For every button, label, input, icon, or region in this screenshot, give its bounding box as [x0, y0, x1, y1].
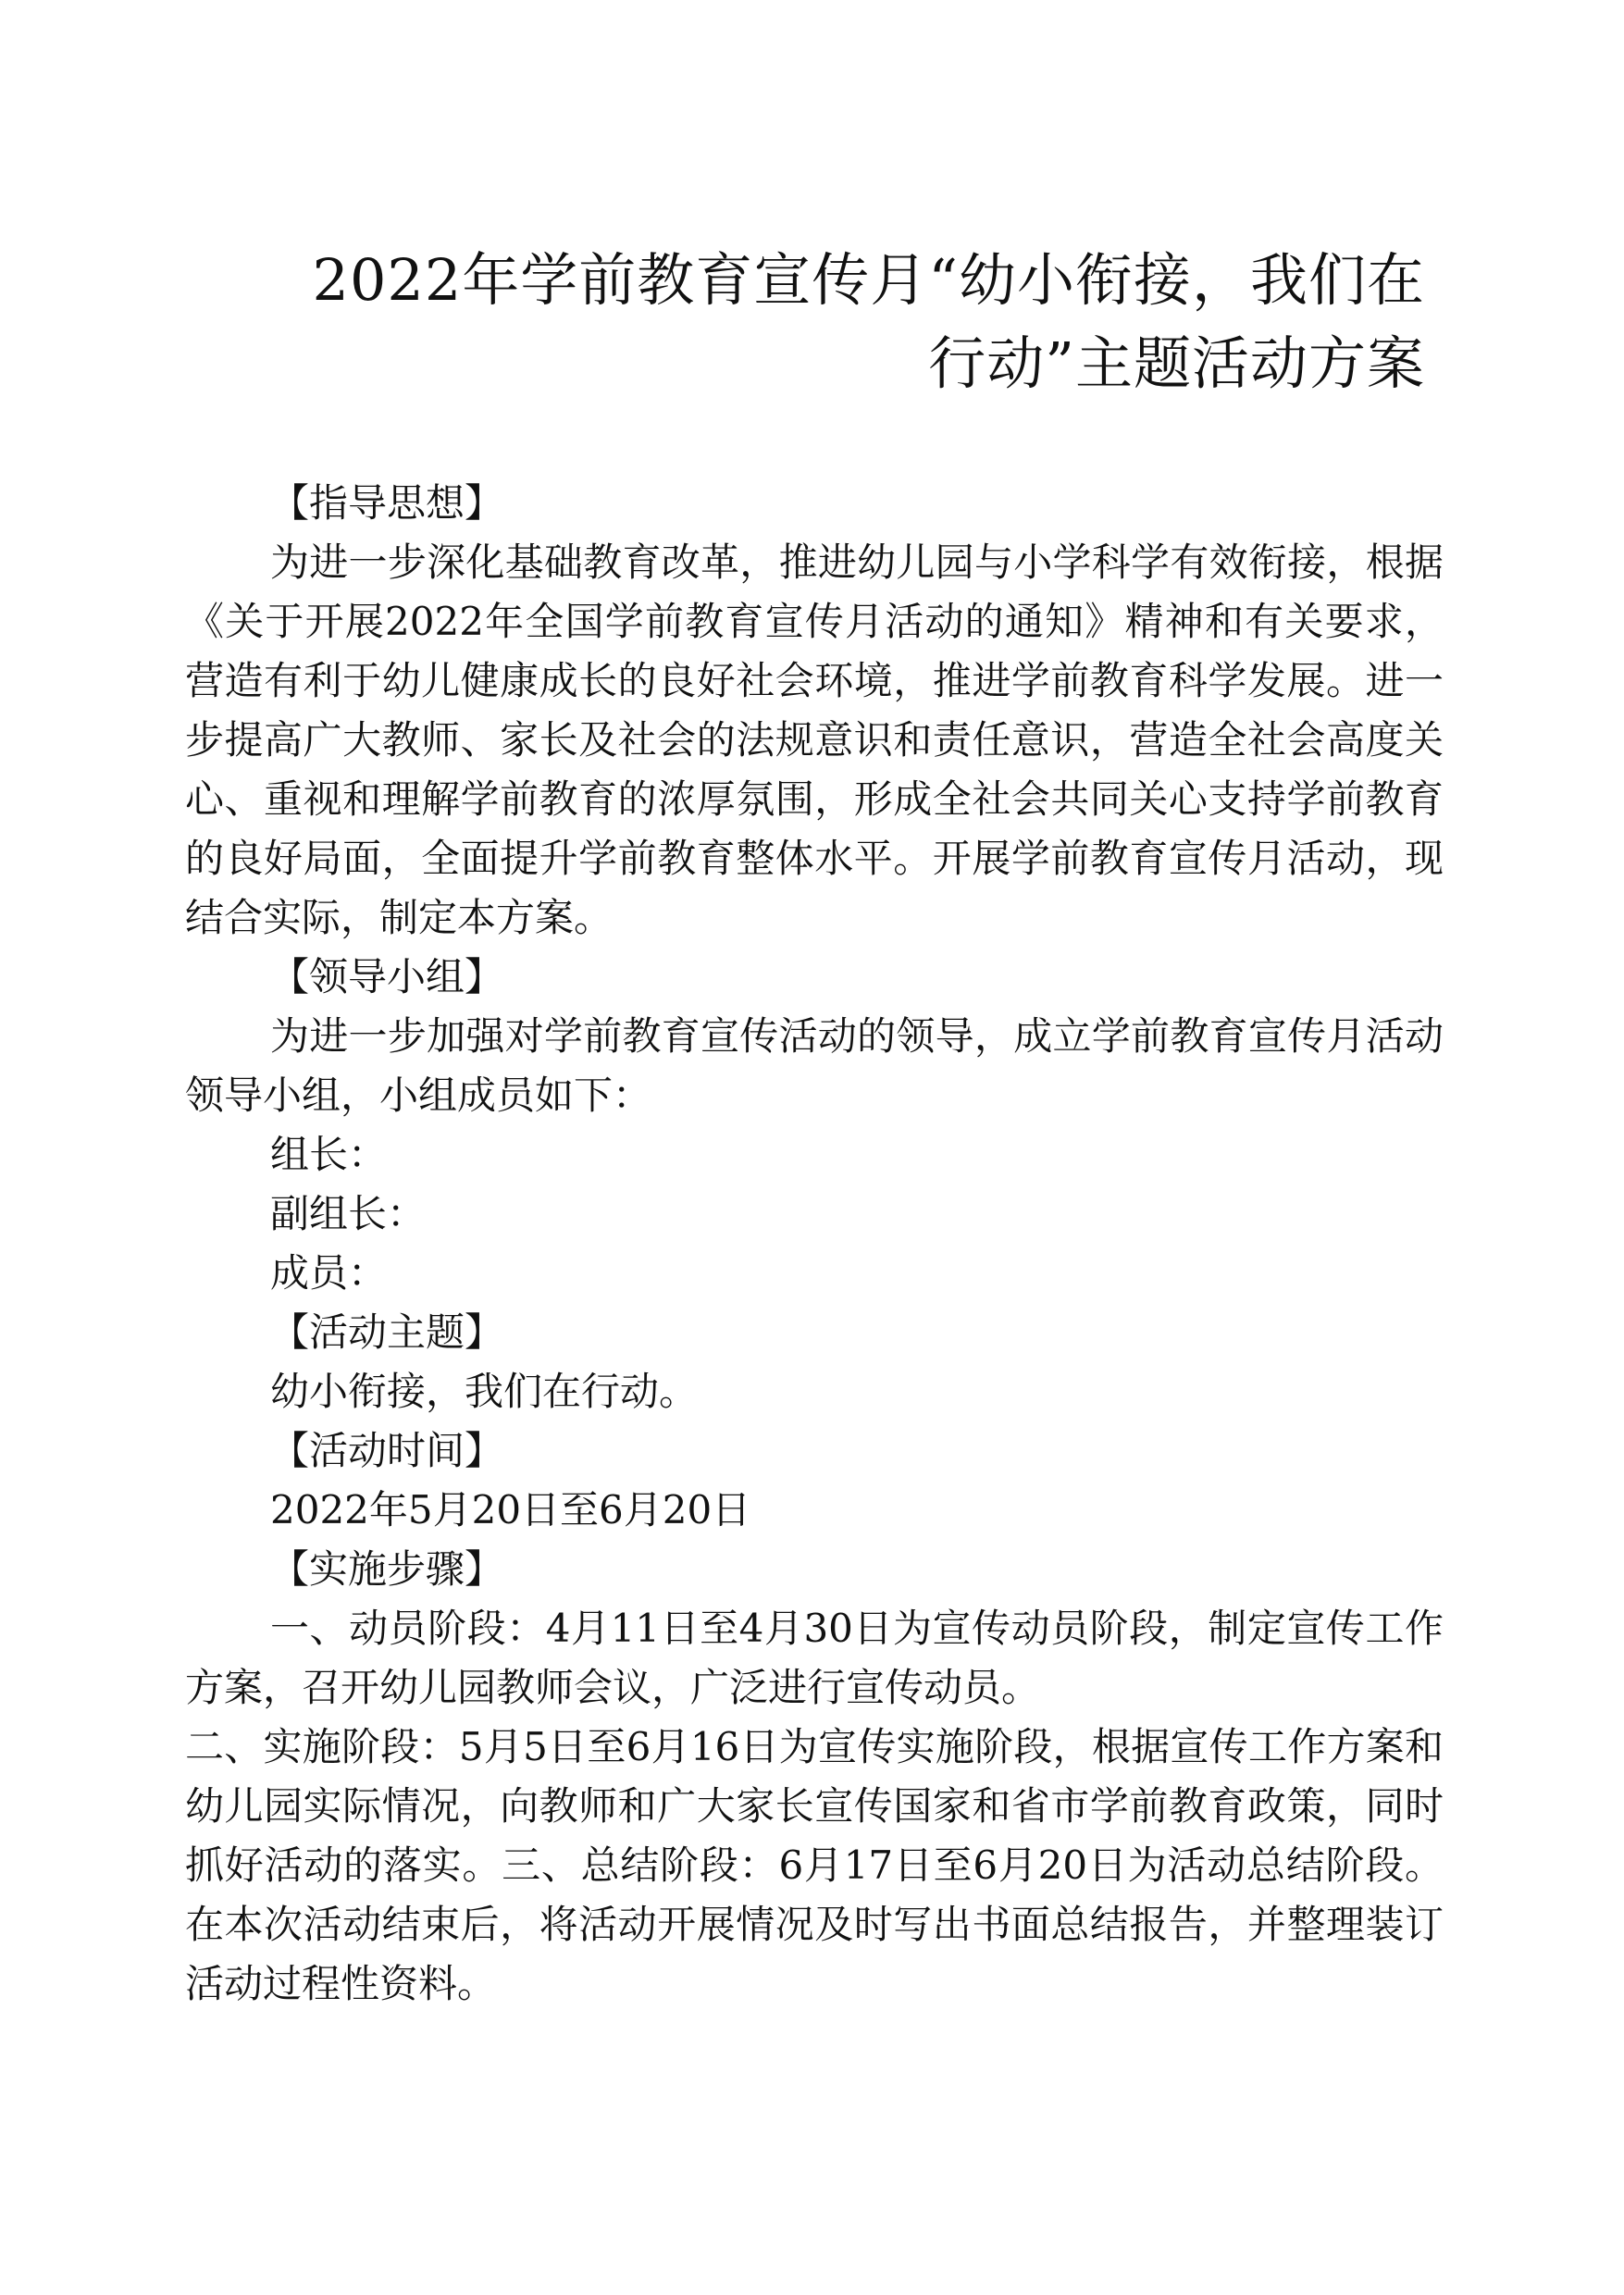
step-implementation-and-summary: 二、实施阶段：5月5日至6月16日为宣传实施阶段，根据宣传工作方案和幼儿园实际情况，向教师和广大家长宣传国家和省市学前教育政策，同时抓好活动的落实。三、总结阶段：6月17日至6月20日为活动总结阶段。在本次活动结束后，将活动开展情况及时写出书面总结报告，并整理装订活动过程性资料。	[185, 1724, 1444, 2006]
deputy-leader-line: 副组长：	[270, 1191, 427, 1236]
step-mobilization: 一、动员阶段：4月11日至4月30日为宣传动员阶段，制定宣传工作方案，召开幼儿园教师会议，广泛进行宣传动员。	[185, 1606, 1444, 1710]
activity-theme-text: 幼小衔接，我们在行动。	[270, 1369, 699, 1414]
paragraph-leadership-group: 为进一步加强对学前教育宣传活动的领导，成立学前教育宣传月活动领导小组，小组成员如下：	[185, 1013, 1444, 1118]
heading-leadership-group: 【领导小组】	[270, 954, 504, 999]
heading-activity-time: 【活动时间】	[270, 1428, 504, 1473]
members-line: 成员：	[270, 1250, 388, 1296]
group-leader-line: 组长：	[270, 1132, 388, 1177]
document-body	[185, 474, 1444, 2014]
title-line-1: 2022年学前教育宣传月“幼小衔接，我们在	[312, 246, 1425, 314]
heading-implementation-steps: 【实施步骤】	[270, 1546, 504, 1592]
activity-time-text: 2022年5月20日至6月20日	[270, 1487, 751, 1532]
heading-guiding-ideology: 【指导思想】	[270, 480, 504, 526]
paragraph-guiding-ideology: 为进一步深化基础教育改革，推进幼儿园与小学科学有效衔接，根据《关于开展2022年全国学前教育宣传月活动的通知》精神和有关要求，营造有利于幼儿健康成长的良好社会环境，推进学前教育科学发展。进一步提高广大教师、家长及社会的法规意识和责任意识，营造全社会高度关心、重视和理解学前教育的浓厚氛围，形成全社会共同关心支持学前教育的良好局面，全面提升学前教育整体水平。开展学前教育宣传月活动，现结合实际，制定本方案。	[185, 540, 1444, 940]
document-title	[185, 239, 1425, 405]
heading-activity-theme: 【活动主题】	[270, 1309, 504, 1355]
title-line-2: 行动”主题活动方案	[928, 329, 1425, 397]
